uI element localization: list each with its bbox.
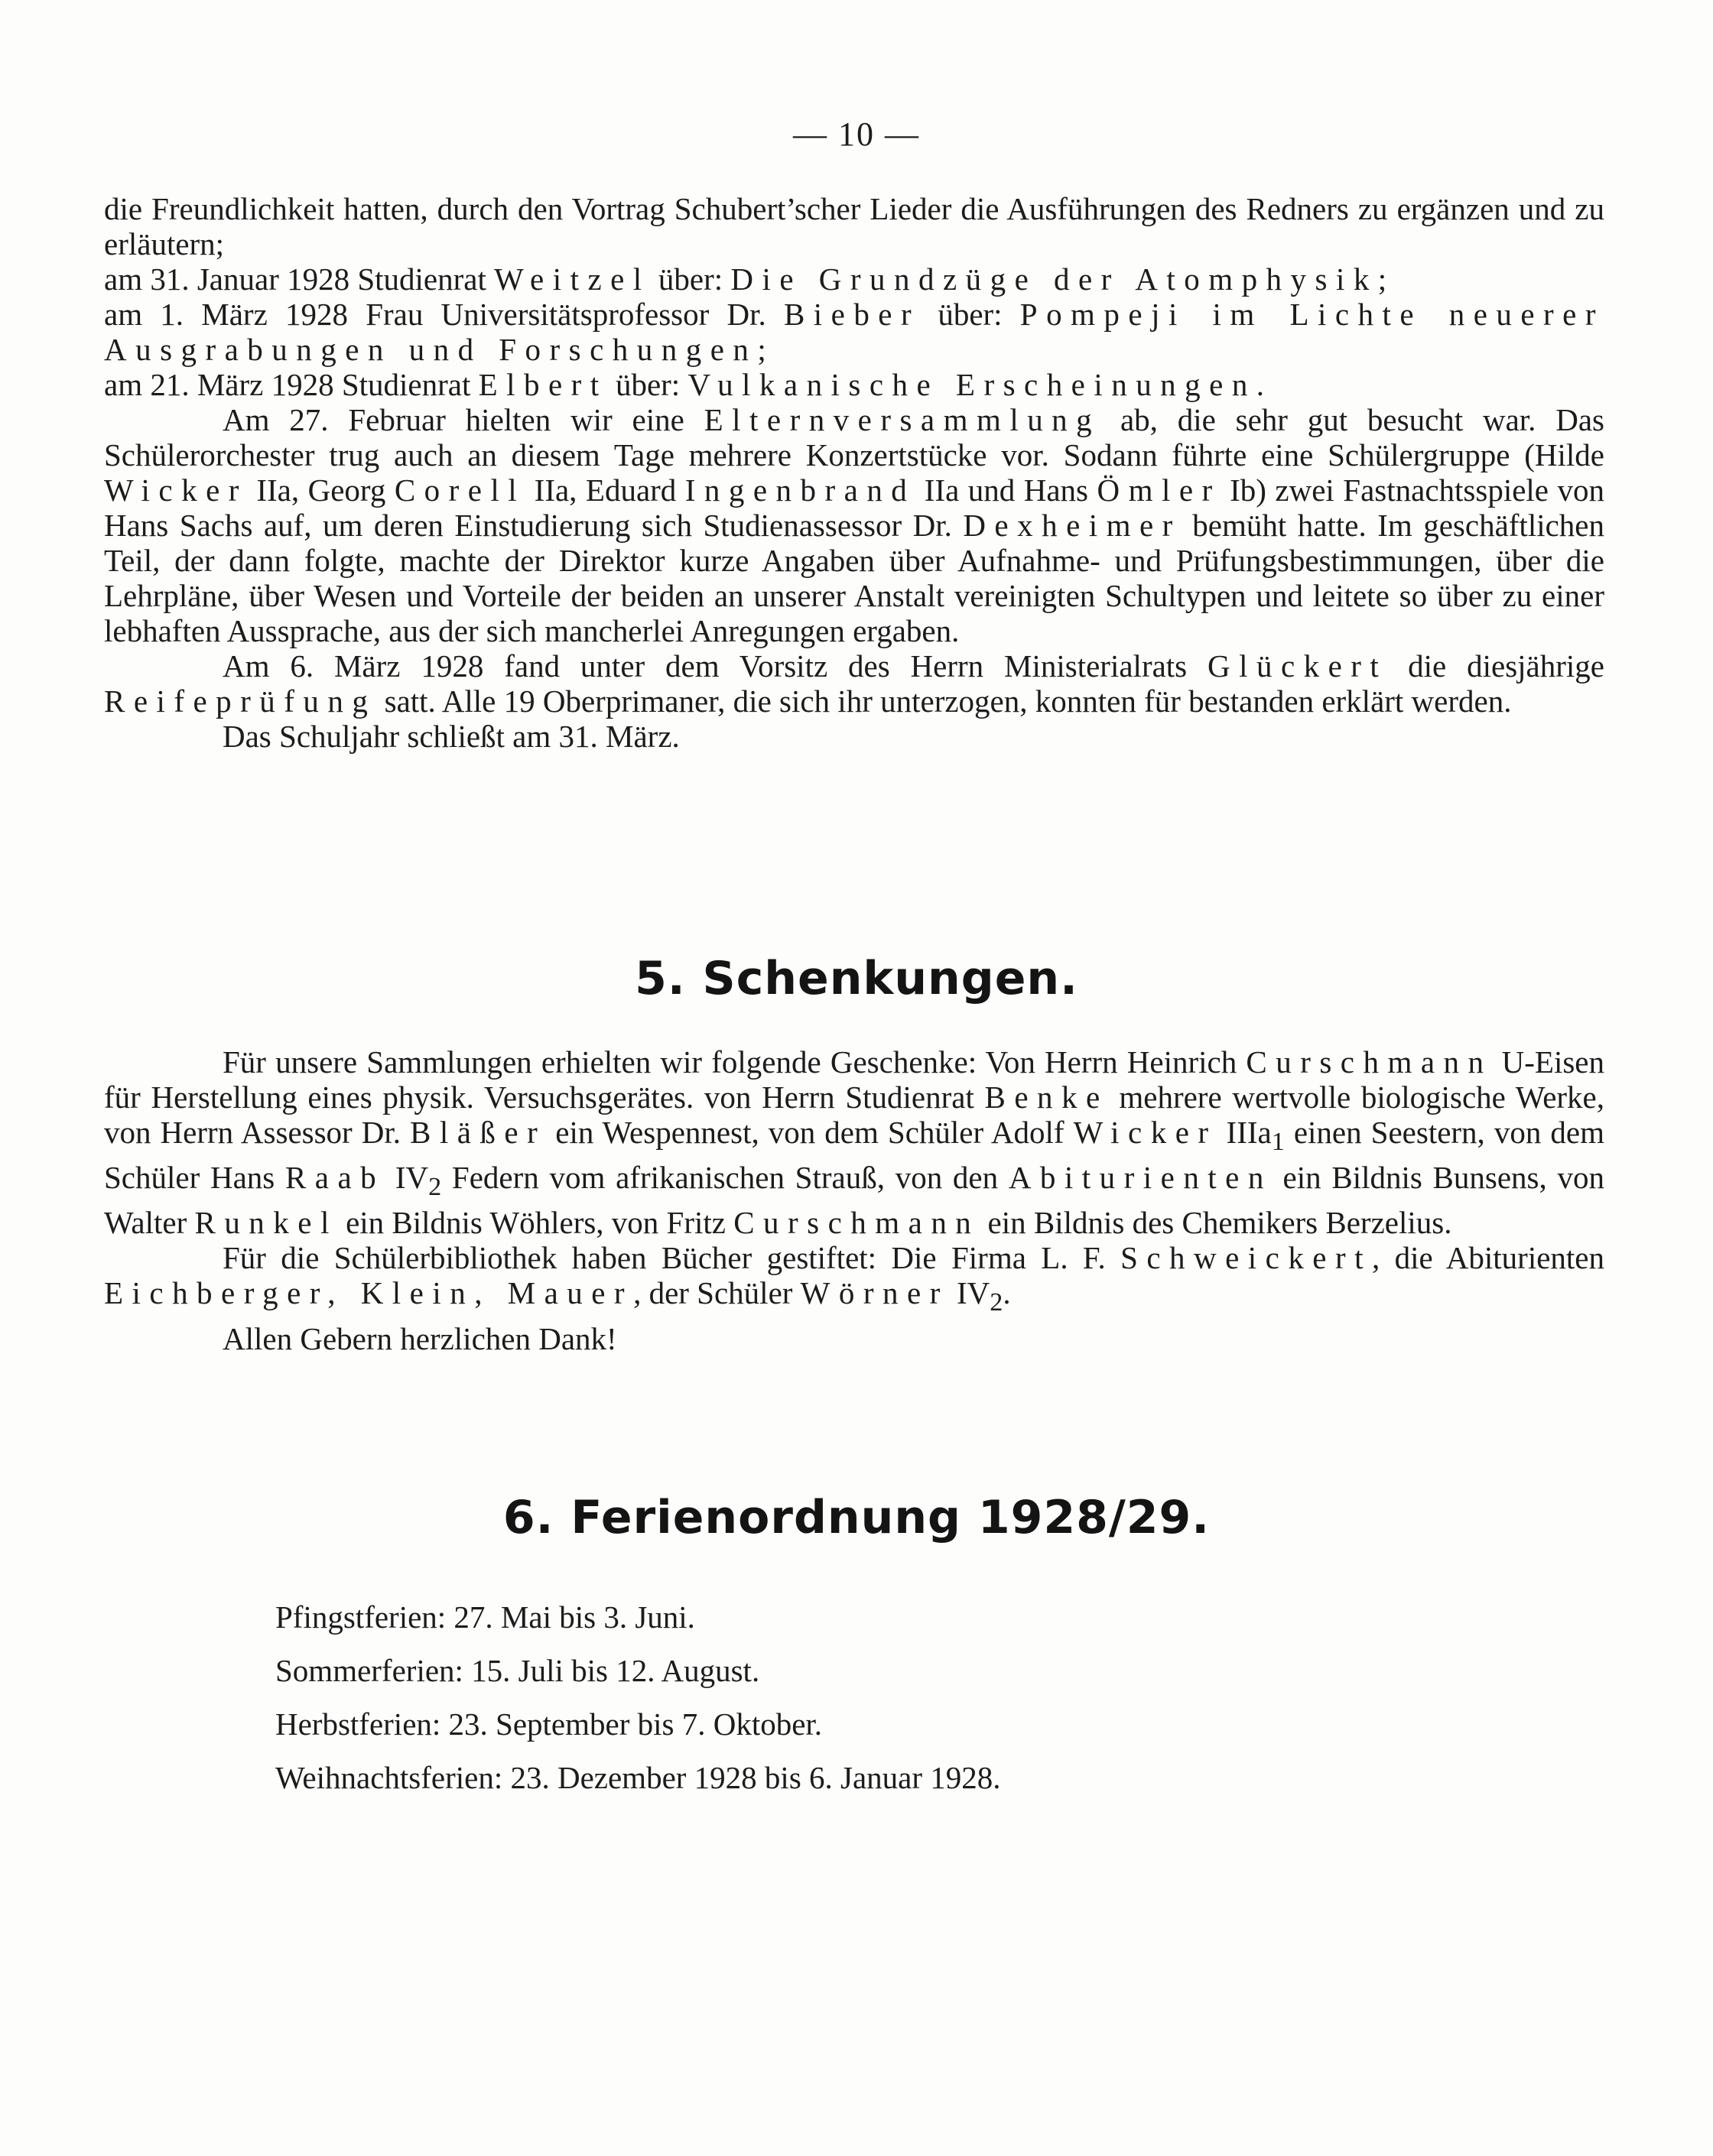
lecture-line-weitzel — [104, 261, 1604, 297]
spaced-name: Schweickert — [1120, 1240, 1372, 1276]
text-run: am 31. Januar 1928 Studienrat — [104, 261, 495, 297]
spaced-name: Curschmann — [733, 1205, 980, 1241]
spaced-name: Glückert — [1208, 648, 1388, 683]
text-run: ein Wespennest, von dem Schüler Adolf — [546, 1115, 1074, 1150]
lecture-line-bieber — [104, 297, 1604, 367]
spaced-name: Wicker — [104, 472, 248, 508]
spaced-name: Elbert — [478, 367, 608, 402]
body-text-top — [104, 191, 1604, 754]
spaced-name: Bieber — [783, 297, 921, 332]
holiday-item: Pfingstferien: 27. Mai bis 3. Juni. — [275, 1599, 695, 1635]
text-run: IIIa — [1217, 1115, 1272, 1150]
text-run: Am 27. Februar hielten wir eine — [223, 402, 704, 437]
text-run: mehrere wertvolle biologische Werke, von Herrn Assessor Dr. — [104, 1080, 1604, 1150]
text-run: ein Bildnis Wöhlers, von Fritz — [337, 1205, 734, 1241]
text-run: Federn vom afrikanischen Strauß, von den — [441, 1160, 1009, 1196]
lecture-topic: Vulkanische Erscheinungen. — [687, 367, 1273, 402]
text-run: satt. Alle 19 Oberprimaner, die sich ihr unterzogen, konnten für bestanden erklärt werden. — [376, 683, 1512, 719]
paragraph-year-end: Das Schuljahr schließt am 31. März. — [223, 719, 680, 754]
holiday-item: Sommerferien: 15. Juli bis 12. August. — [275, 1653, 760, 1688]
text-run: , die Abiturienten — [1371, 1240, 1604, 1276]
holiday-item: Herbstferien: 23. September bis 7. Oktober. — [275, 1706, 823, 1742]
spaced-name: Raab — [284, 1160, 385, 1196]
spaced-name: Bläßer — [410, 1115, 547, 1150]
section-heading-ferienordnung: 6. Ferienordnung 1928/29. — [502, 1491, 1211, 1544]
text-run: IV — [948, 1275, 990, 1311]
text-run: Ib) zwei Fastnachtsspiele von Hans Sachs auf, um deren Einstudierung sich Studienassessor Dr. — [104, 472, 1604, 543]
text-run: die diesjährige — [1387, 648, 1604, 683]
spaced-term: Elternversammlung — [704, 402, 1101, 437]
spaced-name: Corell — [394, 472, 526, 508]
spaced-name: Dexheimer — [963, 508, 1182, 543]
page-number: — 10 — — [793, 115, 920, 153]
text-run: am 21. März 1928 Studienrat — [104, 367, 479, 402]
spaced-name: Eichberger, Klein, Mauer — [104, 1275, 634, 1311]
text-run: IIa, Eduard — [525, 472, 685, 508]
text-run: einen Seestern, von dem Schüler Hans — [104, 1115, 1604, 1196]
text-run: , der Schüler — [633, 1275, 801, 1311]
spaced-name: Runkel — [194, 1205, 338, 1241]
lecture-topic: Pompeji im Lichte neuerer Ausgrabungen und Forschungen; — [104, 297, 1604, 367]
paragraph-exam — [104, 648, 1604, 719]
paragraph-collections — [104, 1044, 1604, 1240]
text-run: IIa, Georg — [247, 472, 395, 508]
text-run: Am 6. März 1928 fand unter dem Vorsitz des Herrn Ministerialrats — [223, 648, 1208, 683]
paragraph-thanks: Allen Gebern herzlichen Dank! — [223, 1320, 617, 1356]
class-subscript: 2 — [428, 1173, 442, 1202]
spaced-term: Reifeprüfung — [104, 683, 377, 719]
spaced-name: Curschmann — [1246, 1044, 1493, 1080]
text-run: bemüht hatte. Im geschäftlichen Teil, der dann folgte, machte der Direktor kurze Angaben über Aufnahme- und Prüfungsbestimmungen, über die Lehrpläne, über Wesen und Vorteile der beiden an unserer Anstalt vereinigten Schultypen und leitete so über zu einer lebhaften Aussprache, aus der sich mancherlei Anregungen ergaben. — [104, 508, 1604, 648]
section-heading-schenkungen: 5. Schenkungen. — [635, 952, 1078, 1005]
lecture-line-schubert: die Freundlichkeit hatten, durch den Vortrag Schubert’scher Lieder die Ausführungen des Redners zu ergänzen und zu erläutern; — [104, 191, 1604, 261]
text-run: Für die Schülerbibliothek haben Bücher gestiftet: Die Firma L. F. — [223, 1240, 1121, 1276]
spaced-term: Abiturienten — [1008, 1160, 1273, 1196]
text-run: IIa und Hans — [915, 472, 1097, 508]
text-run: über: — [920, 297, 1020, 332]
text-run: Für unsere Sammlungen erhielten wir folgende Geschenke: Von Herrn Heinrich — [223, 1044, 1247, 1080]
text-run: über: — [607, 367, 688, 402]
text-run: . — [1003, 1275, 1011, 1311]
text-run: ein Bildnis Bunsens, von Walter — [104, 1160, 1604, 1241]
holiday-item: Weihnachtsferien: 23. Dezember 1928 bis 6. Januar 1928. — [275, 1760, 1001, 1795]
class-subscript: 2 — [990, 1288, 1003, 1317]
text-run: IV — [385, 1160, 429, 1196]
spaced-name: Ingenbrand — [684, 472, 916, 508]
text-run: am 1. März 1928 Frau Universitätsprofessor Dr. — [104, 297, 784, 332]
body-text-donations — [104, 1044, 1604, 1356]
text-run: U-Eisen für Herstellung eines physik. Versuchsgerätes. von Herrn Studienrat — [104, 1044, 1604, 1115]
text-run: ab, die sehr gut besucht war. Das Schülerorchester trug auch an diesem Tage mehrere Konzertstücke vor. Sodann führte eine Schülergruppe (Hilde — [104, 402, 1604, 472]
text-run: ein Bildnis des Chemikers Berzelius. — [980, 1205, 1452, 1241]
lecture-line-elbert — [104, 367, 1604, 402]
spaced-name: Ömler — [1097, 472, 1221, 508]
spaced-name: Benke — [984, 1080, 1109, 1115]
paragraph-parents-meeting — [104, 402, 1604, 648]
paragraph-library — [104, 1240, 1604, 1320]
lecture-topic: Die Grundzüge der Atomphysik; — [730, 261, 1396, 297]
class-subscript: 1 — [1271, 1128, 1285, 1157]
spaced-name: Wicker — [1073, 1115, 1217, 1150]
text-run: über: — [650, 261, 731, 297]
spaced-name: Wörner — [800, 1275, 949, 1311]
spaced-name: Weitzel — [494, 261, 651, 297]
holiday-list — [275, 1590, 1001, 1804]
